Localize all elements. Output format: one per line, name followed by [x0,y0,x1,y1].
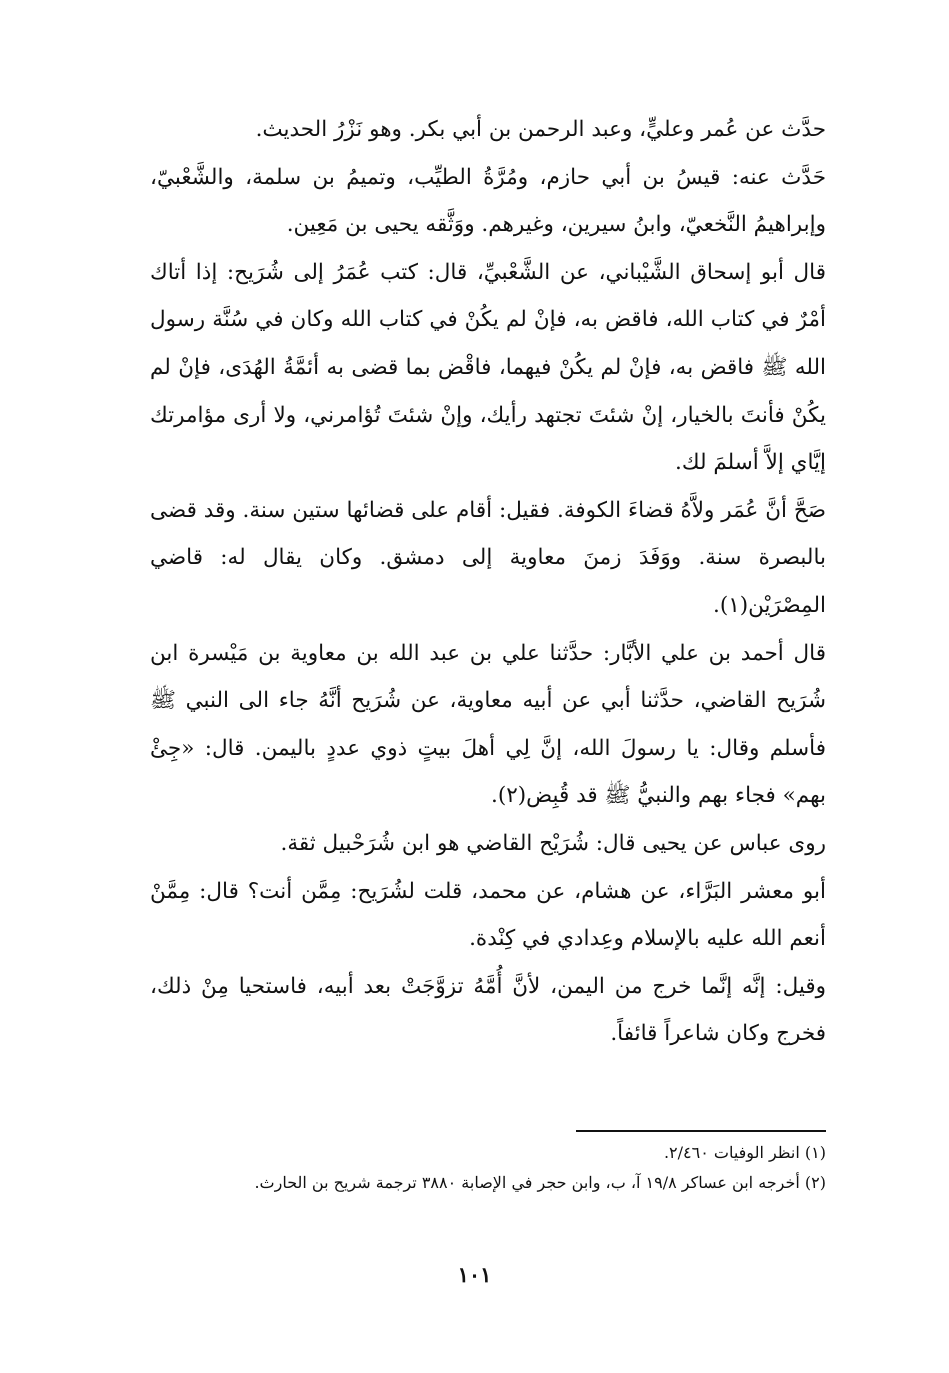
paragraph-hadith-sources: حدَّث عن عُمر وعليٍّ، وعبد الرحمن بن أبي بكر. وهو نَزْرُ الحديث. [255,117,826,142]
paragraph-abu-mashar: أبو معشر البَرَّاء، عن هشام، عن محمد، قلت لشُرَيح: مِمَّن أنت؟ قال: مِمَّنْ أنعم الله عليه بالإسلام وعِدادي في كِنْدة. [150,878,826,952]
main-text [150,106,826,1058]
footnote-divider [576,1130,826,1132]
footnotes [150,1130,826,1200]
paragraph-leaving-yemen: وقيل: إنَّه إنَّما خرج من اليمن، لأنَّ أُمَّهُ تزوَّجَتْ بعد أبيه، فاستحيا مِنْ ذلك، فخرج وكان شاعراً قائفاً. [150,973,826,1047]
paragraph-narrators: حَدَّث عنه: قيسُ بن أبي حازم، ومُرَّةُ الطيِّب، وتميمُ بن سلمة، والشَّعْبيّ، وإبراهيمُ النَّخعيّ، وابنُ سيرين، وغيرهم. ووَثَّقه يحيى بن مَعِين. [150,164,826,238]
paragraph-abbas-narration: روى عباس عن يحيى قال: شُرَيْح القاضي هو ابن شُرَحْبيل ثقة. [280,830,826,856]
paragraph-kufa-judgeship: صَحَّ أنَّ عُمَر ولاَّهُ قضاءَ الكوفة. فقيل: أقام على قضائها ستين سنة. وقد قضى بالبصرة سنة. ووَفَدَ زمنَ معاوية إلى دمشق. وكان يقال له: قاضي المِصْرَيْن(١). [150,497,826,618]
footnote-1: (١) انظر الوفيات ٢/٤٦٠. [663,1143,826,1162]
paragraph-umar-letter: قال أبو إسحاق الشَّيْباني، عن الشَّعْبيِّ، قال: كتب عُمَرُ إلى شُرَيح: إذا أتاك أمْرٌ في كتاب الله، فاقض به، فإنْ لم يكُنْ في كتاب الله وكان في سُنَّة رسول الله ﷺ فاقض به، فإنْ لم يكُنْ فيهما، فاقْض بما قضى به أئمَّةُ الهُدَى، فإنْ لم يكُنْ فأنتَ بالخيار، إنْ شئتَ تجتهد رأيك، وإنْ شئتَ تُؤامرني، ولا أرى مؤامرتك إيَّاي إلاَّ أسلمَ لك. [150,259,826,476]
page-number: ١٠١ [457,1262,492,1287]
paragraph-abbar-narration: قال أحمد بن علي الأبَّار: حدَّثنا علي بن عبد الله بن معاوية بن مَيْسرة ابن شُرَيح القاضي، حدَّثنا أبي عن أبيه معاوية، عن شُرَيح أنَّهُ جاء الى النبي ﷺ فأسلم وقال: يا رسولَ الله، إنَّ لِي أهلَ بيتٍ ذوي عددٍ باليمن. قال: «جِئْ بهم» فجاء بهم والنبيُّ ﷺ قد قُبِض(٢). [150,640,826,809]
footnote-2: (٢) أخرجه ابن عساكر ١٩/٨ آ، ب، وابن حجر في الإصابة ٣٨٨٠ ترجمة شريح بن الحارث. [254,1173,826,1192]
